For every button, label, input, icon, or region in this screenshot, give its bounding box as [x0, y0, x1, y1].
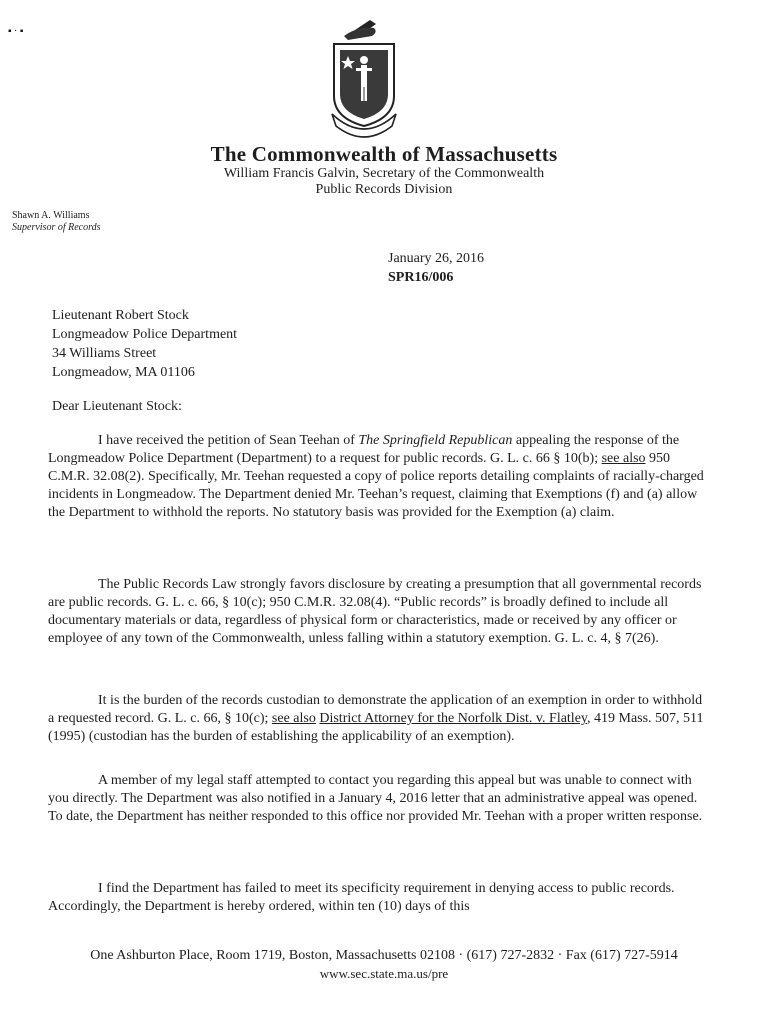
letterhead-division-line: Public Records Division [315, 182, 453, 197]
letterhead-title: The Commonwealth of Massachusetts [210, 142, 558, 166]
paragraph-2 [48, 576, 708, 648]
paragraph-text: A member of my legal staff attempted to contact you regarding this appeal but was unable to connect with you directly. The Department was also notified in a January 4, 2016 letter that an administrative appeal was opened. To date, the Department has neither responded to this office nor provided Mr. Teehan with a proper written response. [48, 773, 703, 824]
massachusetts-seal-icon [322, 14, 406, 146]
text-run: I have received the petition of Sean Teehan of [98, 433, 359, 448]
text-run: 950 C.M.R. 32.08(2). Specifically, Mr. Teehan requested a copy of police reports detailing complaints of racially-charged incidents in Longmeadow. The Department denied Mr. Teehan’s request, claiming that Exemptions (f) and (a) allow the Department to withhold the reports. No statutory basis was provided for the Exemption (a) claim. [48, 451, 704, 520]
salutation: Dear Lieutenant Stock: [52, 399, 182, 414]
paragraph-4 [48, 772, 708, 826]
paragraph-text: The Public Records Law strongly favors disclosure by creating a presumption that all governmental records are public records. G. L. c. 66, § 10(c); 950 C.M.R. 32.08(4). “Public records” is broadly defined to include all documentary materials or data, regardless of physical form or characteristics, made or received by any officer or employee of any town of the Commonwealth, unless falling within a statutory exemption. G. L. c. 4, § 7(26). [48, 577, 702, 646]
citation-signal: see also [271, 711, 316, 726]
recipient-line: 34 Williams Street [52, 346, 157, 361]
text-run: , 419 Mass. 507, 511 (1995) (custodian has the burden of establishing the applicability of an exemption). [48, 711, 704, 744]
paragraph-3 [48, 692, 708, 746]
scan-marks: ▪ · ▪ [8, 26, 24, 37]
letter-date: January 26, 2016 [388, 251, 485, 266]
citation-signal: see also [601, 451, 646, 466]
recipient-line: Longmeadow, MA 01106 [52, 365, 195, 380]
letterhead-secretary-line: William Francis Galvin, Secretary of the Commonwealth [223, 166, 545, 181]
signatory-name: Shawn A. Williams [12, 210, 90, 221]
signatory-role: Supervisor of Records [12, 222, 101, 233]
recipient-address [52, 306, 237, 382]
paragraph-1 [48, 432, 708, 522]
publication-name: The Springfield Republican [358, 433, 513, 448]
case-name: District Attorney for the Norfolk Dist. v. Flatley [319, 711, 587, 726]
paragraph-text: I find the Department has failed to meet its specificity requirement in denying access to public records. Accordingly, the Department is hereby ordered, within ten (10) days of this [48, 881, 675, 914]
recipient-line: Longmeadow Police Department [52, 327, 238, 342]
footer-url: www.sec.state.ma.us/pre [319, 966, 449, 981]
text-run: appealing the response of the Longmeadow Police Department (Department) to a request for public records. G. L. c. 66 § 10(b); [48, 433, 680, 466]
paragraph-5 [48, 880, 708, 916]
letter-reference: SPR16/006 [388, 270, 454, 285]
footer-address: One Ashburton Place, Room 1719, Boston, Massachusetts 02108 · (617) 727-2832 · Fax (617) 727-5914 [90, 948, 678, 963]
recipient-line: Lieutenant Robert Stock [52, 308, 189, 323]
text-run: It is the burden of the records custodian to demonstrate the application of an exemption in order to withhold a requested record. G. L. c. 66, § 10(c); [48, 693, 703, 726]
